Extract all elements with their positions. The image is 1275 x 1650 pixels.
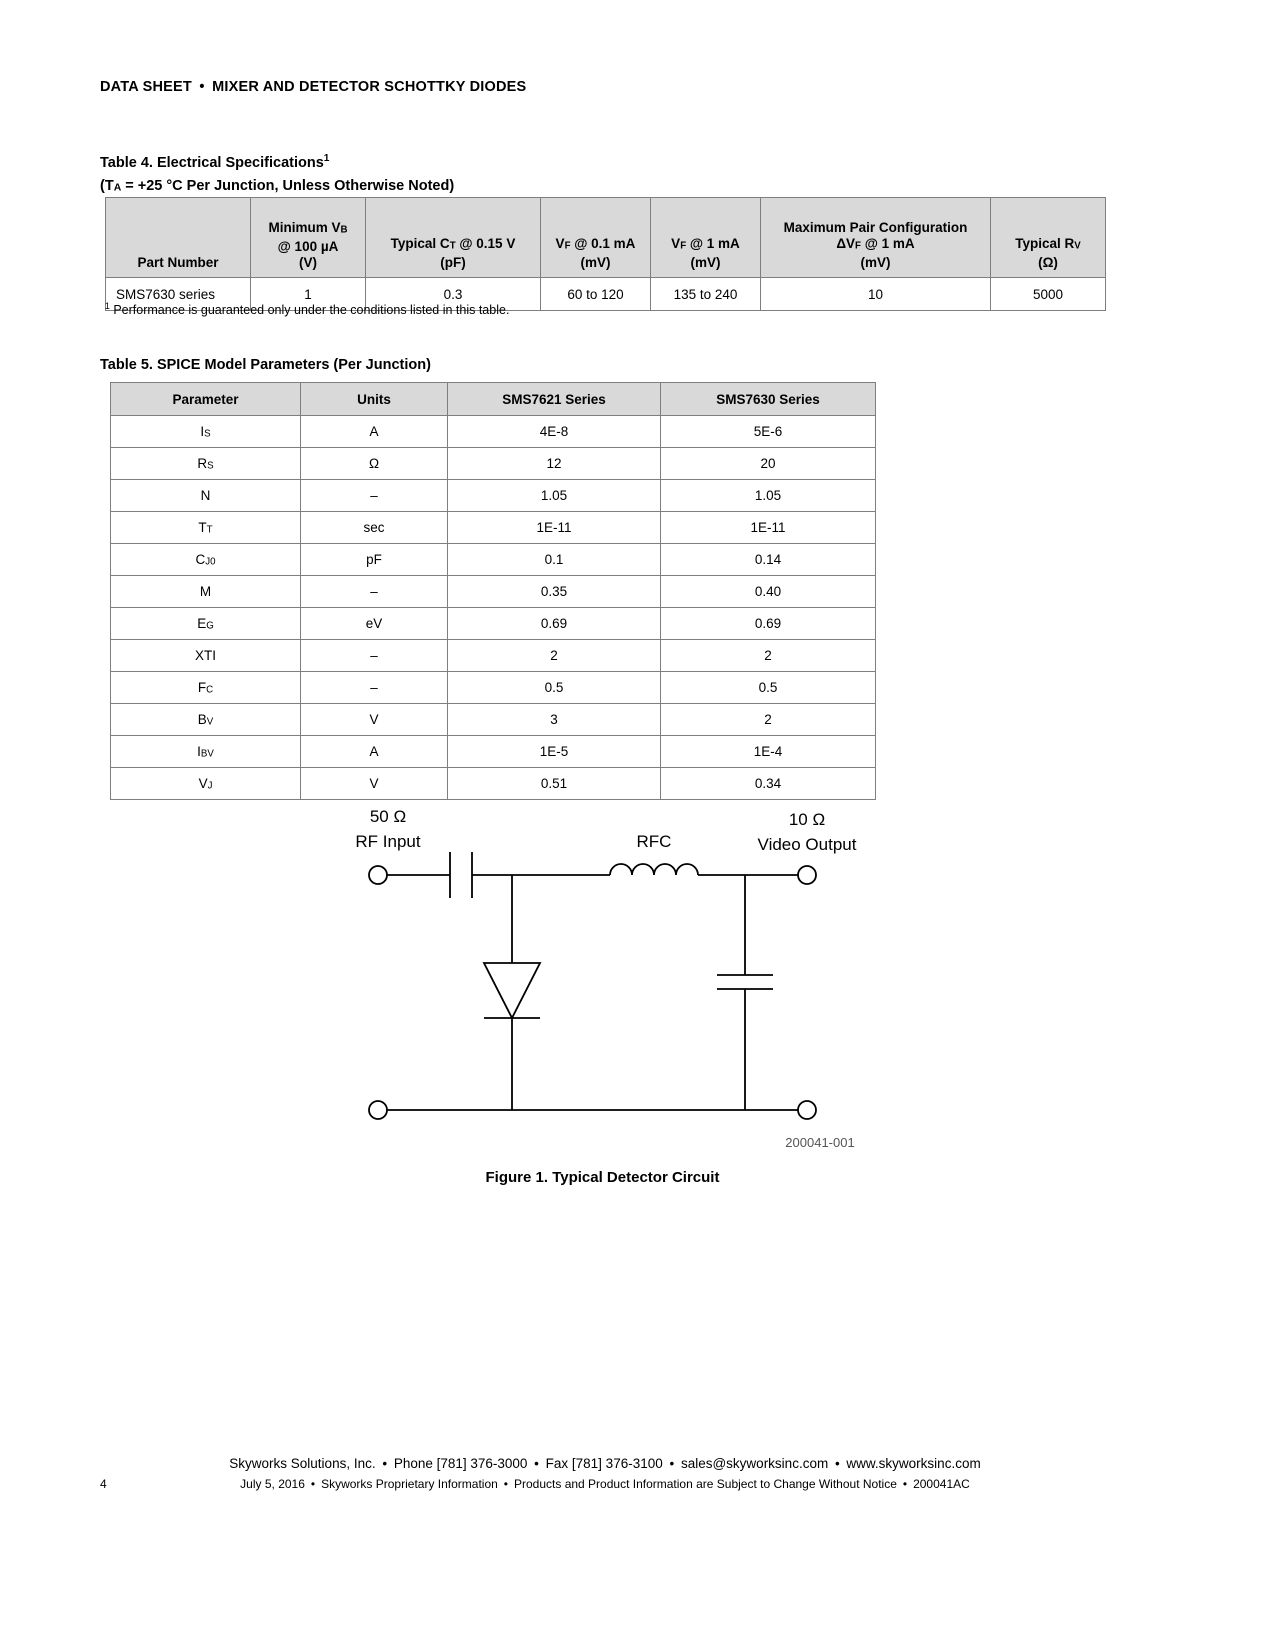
table-cell: 2 bbox=[661, 640, 876, 672]
table-row bbox=[111, 608, 876, 640]
table-row bbox=[111, 576, 876, 608]
table-cell: 2 bbox=[448, 640, 661, 672]
col-header-typical-ct: Typical CT @ 0.15 V (pF) bbox=[366, 198, 541, 278]
table-cell: – bbox=[301, 640, 448, 672]
table-cell: 0.5 bbox=[661, 672, 876, 704]
table-cell: FC bbox=[111, 672, 301, 704]
table-row bbox=[111, 704, 876, 736]
table-cell: 135 to 240 bbox=[651, 278, 761, 311]
table-cell: 0.34 bbox=[661, 768, 876, 800]
table-cell: 5E-6 bbox=[661, 416, 876, 448]
table-cell: BV bbox=[111, 704, 301, 736]
table4-title-block bbox=[100, 147, 454, 199]
table-cell: V bbox=[301, 704, 448, 736]
table-header-row bbox=[106, 198, 1106, 278]
table-cell: XTI bbox=[111, 640, 301, 672]
drawing-number: 200041-001 bbox=[785, 1135, 855, 1150]
shunt-capacitor-symbol bbox=[717, 875, 773, 1110]
table-cell: SMS7630 series bbox=[106, 278, 251, 311]
table-cell: – bbox=[301, 576, 448, 608]
col-header-vf-01ma: VF @ 0.1 mA (mV) bbox=[541, 198, 651, 278]
table-cell: 1.05 bbox=[661, 480, 876, 512]
table-cell: pF bbox=[301, 544, 448, 576]
document-header: DATA SHEET • MIXER AND DETECTOR SCHOTTKY DIODES bbox=[100, 79, 527, 95]
col-header-max-pair-config: Maximum Pair Configuration ΔVF @ 1 mA (mV) bbox=[761, 198, 991, 278]
col-header-part-number: Part Number bbox=[106, 198, 251, 278]
table-cell: EG bbox=[111, 608, 301, 640]
table-cell: 1E-4 bbox=[661, 736, 876, 768]
table5-title: Table 5. SPICE Model Parameters (Per Junction) bbox=[100, 357, 431, 373]
video-output-label: Video Output bbox=[757, 835, 857, 854]
table-cell: RS bbox=[111, 448, 301, 480]
table-cell: 2 bbox=[661, 704, 876, 736]
table4-subtitle: (TA = +25 °C Per Junction, Unless Otherwise Noted) bbox=[100, 177, 455, 194]
table-cell: CJ0 bbox=[111, 544, 301, 576]
table-cell: M bbox=[111, 576, 301, 608]
table-cell: IBV bbox=[111, 736, 301, 768]
table-cell: 1 bbox=[251, 278, 366, 311]
table-cell: 0.14 bbox=[661, 544, 876, 576]
table-cell: 12 bbox=[448, 448, 661, 480]
table-cell: 0.69 bbox=[448, 608, 661, 640]
table-cell: 0.40 bbox=[661, 576, 876, 608]
table-row bbox=[111, 672, 876, 704]
diode-symbol bbox=[484, 875, 540, 1110]
table-row bbox=[111, 480, 876, 512]
footer-contact-line: Skyworks Solutions, Inc. • Phone [781] 376-3000 • Fax [781] 376-3100 • sales@skyworksinc.com • www.skyworksinc.com bbox=[229, 1456, 981, 1471]
col-header-vf-1ma: VF @ 1 mA (mV) bbox=[651, 198, 761, 278]
table-cell: 10 bbox=[761, 278, 991, 311]
col-header-typical-rv: Typical RV (Ω) bbox=[991, 198, 1106, 278]
table-cell: 4E-8 bbox=[448, 416, 661, 448]
col-header-minimum-vb: Minimum VB @ 100 µA (V) bbox=[251, 198, 366, 278]
electrical-specifications-table bbox=[105, 197, 1106, 311]
table-cell: sec bbox=[301, 512, 448, 544]
table-cell: 60 to 120 bbox=[541, 278, 651, 311]
table4-footnote: $^1$ Performance is guaranteed only under the conditions listed in this table. bbox=[105, 301, 510, 318]
table-cell: 0.51 bbox=[448, 768, 661, 800]
table-cell: 5000 bbox=[991, 278, 1106, 311]
table-cell: 1.05 bbox=[448, 480, 661, 512]
video-output-terminal-top bbox=[798, 866, 816, 884]
figure-caption: Figure 1. Typical Detector Circuit bbox=[485, 1169, 720, 1186]
table-cell: 1E-11 bbox=[448, 512, 661, 544]
rf-input-ohms-label: 50 Ω bbox=[369, 807, 407, 826]
table4-title: Table 4. Electrical Specifications$^1$ bbox=[100, 153, 330, 171]
table-row bbox=[111, 736, 876, 768]
inductor-rfc-symbol bbox=[610, 864, 698, 875]
col-header-sms7621-series: SMS7621 Series bbox=[448, 383, 661, 416]
col-header-units: Units bbox=[301, 383, 448, 416]
figure-1-detector-circuit bbox=[355, 795, 875, 1155]
table-cell: eV bbox=[301, 608, 448, 640]
col-header-parameter: Parameter bbox=[111, 383, 301, 416]
table-cell: TT bbox=[111, 512, 301, 544]
page-number: 4 bbox=[100, 1477, 107, 1491]
table-cell: – bbox=[301, 480, 448, 512]
table-cell: – bbox=[301, 672, 448, 704]
rf-input-terminal-top bbox=[369, 866, 387, 884]
table-row bbox=[111, 640, 876, 672]
table-cell: 3 bbox=[448, 704, 661, 736]
table-cell: IS bbox=[111, 416, 301, 448]
table-cell: 1E-11 bbox=[661, 512, 876, 544]
table-cell: 0.35 bbox=[448, 576, 661, 608]
table-row bbox=[111, 448, 876, 480]
video-output-terminal-bottom bbox=[798, 1101, 816, 1119]
col-header-sms7630-series: SMS7630 Series bbox=[661, 383, 876, 416]
footer-legal-line: July 5, 2016 • Skyworks Proprietary Information • Products and Product Information are Subject to Change Without Notice • 200041AC bbox=[240, 1477, 970, 1491]
table-cell: 20 bbox=[661, 448, 876, 480]
table-cell: 0.5 bbox=[448, 672, 661, 704]
rf-input-label: RF Input bbox=[355, 832, 421, 851]
table-cell: 0.1 bbox=[448, 544, 661, 576]
table-header-row bbox=[111, 383, 876, 416]
table-row bbox=[111, 512, 876, 544]
table-row bbox=[111, 416, 876, 448]
series-capacitor-symbol bbox=[450, 852, 472, 898]
table-cell: VJ bbox=[111, 768, 301, 800]
table-cell: V bbox=[301, 768, 448, 800]
table-cell: 0.69 bbox=[661, 608, 876, 640]
table-cell: Ω bbox=[301, 448, 448, 480]
table-cell: 1E-5 bbox=[448, 736, 661, 768]
video-output-ohms-label: 10 Ω bbox=[788, 810, 826, 829]
spice-model-parameters-table bbox=[110, 382, 876, 800]
detector-circuit-diagram bbox=[355, 795, 875, 1155]
table-cell: A bbox=[301, 416, 448, 448]
table-cell: A bbox=[301, 736, 448, 768]
table-row bbox=[111, 544, 876, 576]
table-cell: 0.3 bbox=[366, 278, 541, 311]
rf-input-terminal-bottom bbox=[369, 1101, 387, 1119]
table-cell: N bbox=[111, 480, 301, 512]
rfc-label: RFC bbox=[636, 832, 672, 851]
